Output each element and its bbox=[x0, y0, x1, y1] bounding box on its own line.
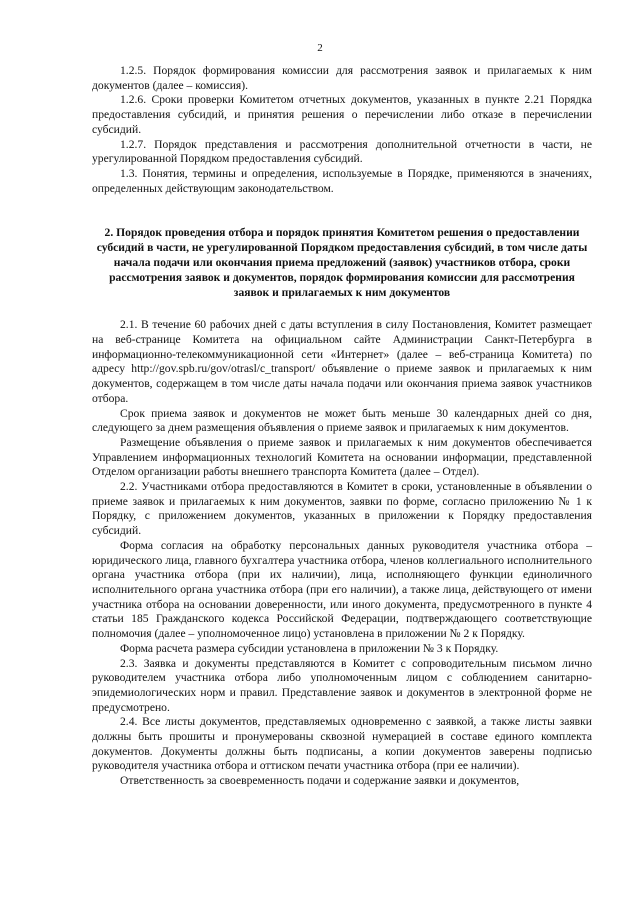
paragraph-application-period: Срок приема заявок и документов не может быть меньше 30 календарных дней со дня, следующего за днем размещения объявления о приеме заявок и прилагаемых к ним документов. bbox=[92, 406, 592, 435]
paragraph-2-2: 2.2. Участниками отбора предоставляются в Комитет в сроки, установленные в объявлении о приеме заявок и прилагаемых к ним документов, заявки по форме, согласно приложению № 1 к Порядку, с приложением документов, указанных в приложении к Порядку предоставления субсидий. bbox=[92, 480, 592, 538]
page-number: 2 bbox=[317, 42, 323, 54]
paragraph-2-4: 2.4. Все листы документов, представляемых одновременно с заявкой, а также листы заявки должны быть прошиты и пронумерованы сквозной нумерацией в составе единого комплекта документов. Документы должны быть подписаны, а копии документов заверены подписью руководителя участника отбора и оттиском печати участника отбора (при ее наличии). bbox=[92, 715, 592, 773]
page-content bbox=[92, 64, 592, 789]
paragraph-1-3: 1.3. Понятия, термины и определения, используемые в Порядке, применяются в значениях, определенных действующим законодательством. bbox=[92, 166, 592, 195]
section-2-heading: 2. Порядок проведения отбора и порядок принятия Комитетом решения о предоставлении субсидий в части, не урегулированной Порядком предоставления субсидий, в том числе даты начала подачи или окончания приема предложений (заявок) участников отбора, сроки рассмотрения заявок и документов, порядок формирования комиссии для рассмотрения заявок и прилагаемых к ним документов bbox=[96, 226, 588, 300]
paragraph-1-2-7: 1.2.7. Порядок представления и рассмотрения дополнительной отчетности в части, не урегулированной Порядком предоставления субсидий. bbox=[92, 137, 592, 166]
paragraph-1-2-6: 1.2.6. Сроки проверки Комитетом отчетных документов, указанных в пункте 2.21 Порядка предоставления субсидий, и принятия решения о перечислении либо отказе в перечислении субсидий. bbox=[92, 93, 592, 136]
paragraph-consent-form: Форма согласия на обработку персональных данных руководителя участника отбора – юридического лица, главного бухгалтера участника отбора, членов коллегиального исполнительного органа участника отбора (при их наличии), лица, исполняющего функции единоличного исполнительного органа участника отбора (при его наличии), а также лица, действующего от имени участника отбора на основании доверенности, или иного документа, предусмотренного в пункте 4 статьи 185 Гражданского кодекса Российской Федерации, подтверждающего соответствующие полномочия (далее – уполномоченное лицо) установлена в приложении № 2 к Порядку. bbox=[92, 538, 592, 641]
paragraph-responsibility: Ответственность за своевременность подачи и содержание заявки и документов, bbox=[120, 774, 520, 788]
paragraph-2-1: 2.1. В течение 60 рабочих дней с даты вступления в силу Постановления, Комитет размещает на веб-странице Комитета на официальном сайте Администрации Санкт-Петербурга в информационно-телекоммуникационной сети «Интернет» (далее – веб-страница Комитета) по адресу http://gov.spb.ru/gov/otrasl/c_transport/ объявление о приеме заявок и прилагаемых к ним документов, содержащем в том числе даты начала подачи или окончания приема заявок участников отбора. bbox=[92, 318, 592, 405]
paragraph-2-3: 2.3. Заявка и документы представляются в Комитет с сопроводительным письмом лично руководителем участника отбора либо уполномоченным лицом с соблюдением санитарно-эпидемиологических норм и правил. Представление заявок и документов в электронной форме не предусмотрено. bbox=[92, 656, 592, 714]
paragraph-1-2-5: 1.2.5. Порядок формирования комиссии для рассмотрения заявок и прилагаемых к ним документов (далее – комиссия). bbox=[92, 64, 592, 92]
paragraph-calculation-form: Форма расчета размера субсидии установлена в приложении № 3 к Порядку. bbox=[120, 641, 499, 655]
paragraph-announcement-placement: Размещение объявления о приеме заявок и прилагаемых к ним документов обеспечивается Управлением информационных технологий Комитета на основании информации, представленной Отделом организации работы внешнего транспорта Комитета (далее – Отдел). bbox=[92, 435, 592, 479]
